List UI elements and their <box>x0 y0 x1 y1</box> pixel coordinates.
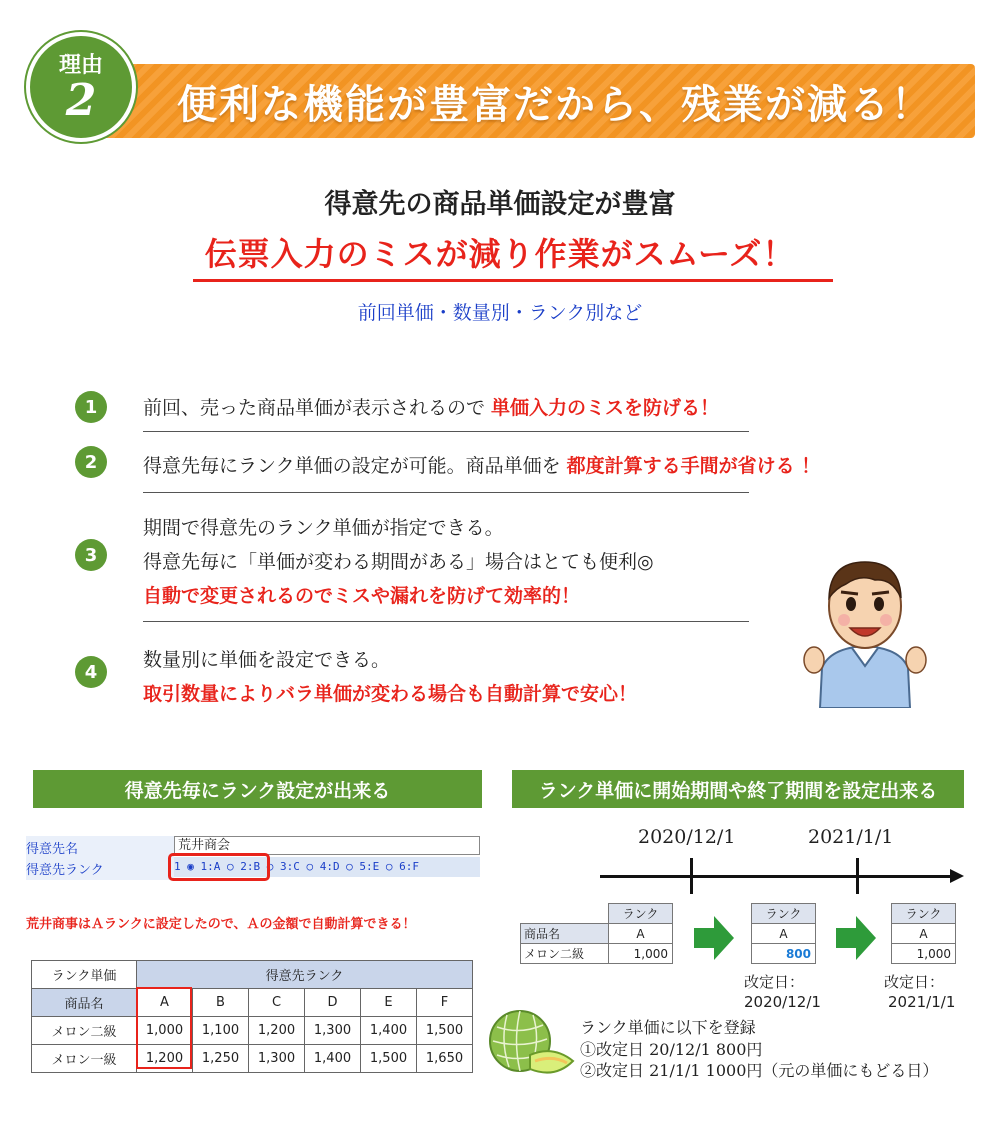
rank-note: 荒井商事はＡランクに設定したので、Ａの金額で自動計算できる！ <box>26 917 416 932</box>
price-cell: 1,000 <box>892 944 956 964</box>
timeline-date-2: 2021/1/1 <box>808 826 894 848</box>
revised-date-2: 2021/1/1 <box>888 993 956 1011</box>
timeline-date-1: 2020/12/1 <box>638 826 736 848</box>
register-line-1: ①改定日 20/12/1 800円 <box>580 1040 763 1059</box>
price-cell: 1,250 <box>193 1045 249 1073</box>
right-section-heading: ランク単価に開始期間や終了期間を設定出来る <box>512 770 964 808</box>
price-cell: 800 <box>752 944 816 964</box>
selected-rank-highlight <box>168 853 270 881</box>
man-illustration <box>800 548 930 708</box>
reason-badge <box>26 32 136 142</box>
feature-number-4: 4 <box>75 656 107 688</box>
rank-header: F <box>417 989 473 1017</box>
badge-label: 理由 <box>58 53 103 78</box>
divider <box>143 621 749 622</box>
intro-underline <box>193 279 833 282</box>
register-line-2: ②改定日 21/1/1 1000円（元の単価にもどる日） <box>580 1061 939 1080</box>
green-arrow-icon <box>836 916 876 960</box>
feature-1-text: 前回、売った商品単価が表示されるので 単価入力のミスを防げる！ <box>143 397 720 419</box>
timeline-tick-1 <box>690 858 693 894</box>
rank-header: ランク <box>609 904 673 924</box>
rank-header: ランク <box>752 904 816 924</box>
item-name: メロン一級 <box>32 1045 137 1073</box>
customer-name-label: 得意先名 <box>26 842 79 857</box>
arrow-right-icon <box>950 869 964 883</box>
feature-2-text: 得意先毎にランク単価の設定が可能。商品単価を 都度計算する手間が省ける ！ <box>143 455 821 477</box>
feature-3-line-2: 得意先毎に「単価が変わる期間がある」場合はとても便利◎ <box>143 551 654 573</box>
feature-3-highlight: 自動で変更されるのでミスや漏れを防げて効率的！ <box>143 585 581 607</box>
rank-header: ランク <box>892 904 956 924</box>
timeline-table-revised-1 <box>751 903 816 964</box>
timeline-axis <box>600 875 955 878</box>
item-name: メロン二級 <box>32 1017 137 1045</box>
customer-rank-label: 得意先ランク <box>26 863 104 878</box>
customer-name-field[interactable]: 荒井商会 <box>174 836 480 855</box>
intro-line-3: 前回単価・数量別・ランク別など <box>357 302 643 324</box>
badge-number: 2 <box>65 75 97 126</box>
table-row <box>32 1017 473 1045</box>
feature-4-highlight: 取引数量によりバラ単価が変わる場合も自動計算で安心！ <box>143 683 638 705</box>
customer-rank-form <box>26 836 482 880</box>
table-corner: ランク単価 <box>32 961 137 989</box>
register-title: ランク単価に以下を登録 <box>580 1018 756 1037</box>
timeline-table-before <box>520 903 673 964</box>
price-cell: 1,650 <box>417 1045 473 1073</box>
rank-a-highlight <box>136 987 192 1069</box>
left-section-heading: 得意先毎にランク設定が出来る <box>33 770 482 808</box>
price-cell: 1,200 <box>249 1017 305 1045</box>
price-cell: 1,000 <box>609 944 673 964</box>
rank-header: D <box>305 989 361 1017</box>
page-title: 便利な機能が豊富だから、残業が減る！ <box>177 81 933 128</box>
rank-radio-group[interactable]: 1 ◉ 1:A ○ 2:B ○ 3:C ○ 4:D ○ 5:E ○ 6:F <box>174 857 480 877</box>
table-group-header: 得意先ランク <box>137 961 473 989</box>
rank-cell: A <box>752 924 816 944</box>
rank-cell: A <box>892 924 956 944</box>
rank-price-table <box>31 960 473 1073</box>
timeline-table-revised-2 <box>891 903 956 964</box>
price-cell: 1,500 <box>361 1045 417 1073</box>
price-cell: 1,300 <box>305 1017 361 1045</box>
item-header: 商品名 <box>521 924 609 944</box>
rank-header: A <box>137 989 193 1017</box>
melon-icon <box>485 1005 575 1080</box>
divider <box>143 431 749 432</box>
rank-header: C <box>249 989 305 1017</box>
price-cell: 1,300 <box>249 1045 305 1073</box>
feature-3-line-1: 期間で得意先のランク単価が指定できる。 <box>143 517 504 539</box>
timeline-tick-2 <box>856 858 859 894</box>
revised-date-label-1: 改定日： <box>744 973 805 991</box>
rank-header: B <box>193 989 249 1017</box>
intro-line-1: 得意先の商品単価設定が豊富 <box>324 189 676 220</box>
rank-header: E <box>361 989 417 1017</box>
item-name: メロン二級 <box>521 944 609 964</box>
intro-line-2: 伝票入力のミスが減り作業がスムーズ！ <box>204 235 796 273</box>
item-header: 商品名 <box>32 989 137 1017</box>
green-arrow-icon <box>694 916 734 960</box>
price-cell: 1,200 <box>137 1045 193 1073</box>
feature-number-2: 2 <box>75 446 107 478</box>
feature-4-line-1: 数量別に単価を設定できる。 <box>143 649 391 671</box>
rank-cell: A <box>609 924 673 944</box>
revised-date-1: 2020/12/1 <box>744 993 821 1011</box>
price-cell: 1,400 <box>361 1017 417 1045</box>
feature-number-3: 3 <box>75 539 107 571</box>
price-cell: 1,100 <box>193 1017 249 1045</box>
price-cell: 1,000 <box>137 1017 193 1045</box>
table-row <box>32 1045 473 1073</box>
price-cell: 1,400 <box>305 1045 361 1073</box>
price-cell: 1,500 <box>417 1017 473 1045</box>
revised-date-label-2: 改定日： <box>884 973 945 991</box>
feature-number-1: 1 <box>75 391 107 423</box>
divider <box>143 492 749 493</box>
